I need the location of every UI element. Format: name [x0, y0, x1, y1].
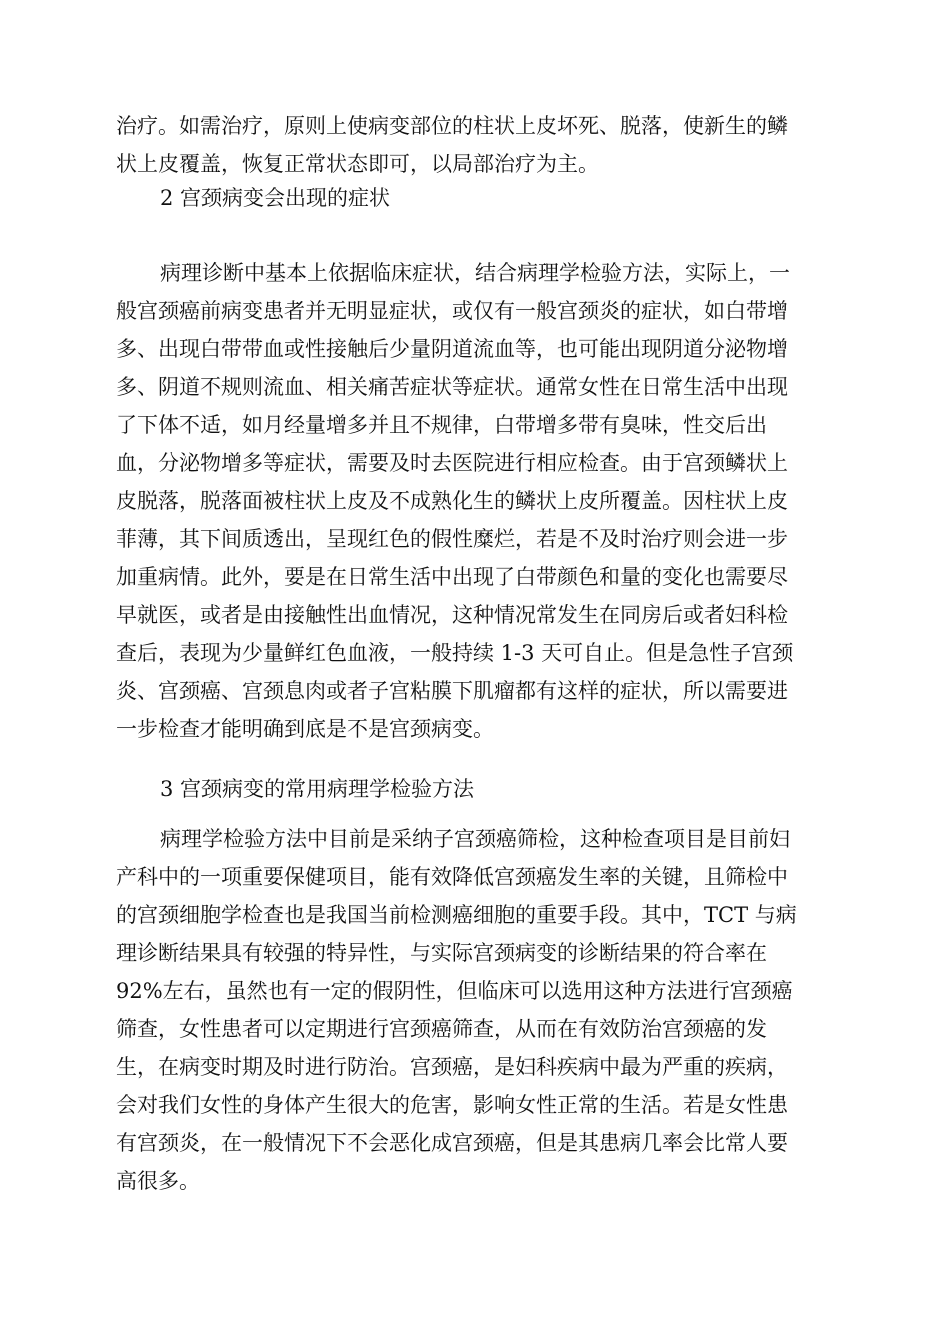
- paragraph-2: [116, 254, 836, 748]
- paragraph-line: 菲薄，其下间质透出，呈现红色的假性糜烂，若是不及时治疗则会进一步: [116, 527, 788, 551]
- paragraph-3: [116, 820, 836, 1200]
- paragraph-line: 筛查，女性患者可以定期进行宫颈癌筛查，从而在有效防治宫颈癌的发: [116, 1017, 767, 1041]
- paragraph-line: 产科中的一项重要保健项目，能有效降低宫颈癌发生率的关键，且筛检中: [116, 865, 788, 889]
- paragraph-line: 状上皮覆盖，恢复正常状态即可，以局部治疗为主。: [116, 152, 599, 176]
- paragraph-line: 治疗。如需治疗，原则上使病变部位的柱状上皮坏死、脱落，使新生的鳞: [116, 114, 788, 138]
- paragraph-line: 皮脱落，脱落面被柱状上皮及不成熟化生的鳞状上皮所覆盖。因柱状上皮: [116, 489, 788, 513]
- paragraph-line: 查后，表现为少量鲜红色血液，一般持续 1-3 天可自止。但是急性子宫颈: [116, 641, 794, 665]
- paragraph-line: 多、出现白带带血或性接触后少量阴道流血等，也可能出现阴道分泌物增: [116, 337, 788, 361]
- paragraph-line: 理诊断结果具有较强的特异性，与实际宫颈病变的诊断结果的符合率在: [116, 941, 767, 965]
- paragraph-line: 了下体不适，如月经量增多并且不规律，白带增多带有臭味，性交后出: [116, 413, 767, 437]
- paragraph-line: 92%左右，虽然也有一定的假阴性，但临床可以选用这种方法进行宫颈癌: [116, 979, 793, 1003]
- paragraph-line: 血，分泌物增多等症状，需要及时去医院进行相应检查。由于宫颈鳞状上: [116, 451, 788, 475]
- paragraph-line: 加重病情。此外，要是在日常生活中出现了白带颜色和量的变化也需要尽: [116, 565, 788, 589]
- paragraph-line: 般宫颈癌前病变患者并无明显症状，或仅有一般宫颈炎的症状，如白带增: [116, 299, 788, 323]
- paragraph-line: 炎、宫颈癌、宫颈息肉或者子宫粘膜下肌瘤都有这样的症状，所以需要进: [116, 679, 788, 703]
- section-heading-2: 2 宫颈病变会出现的症状: [160, 186, 391, 210]
- section-heading-3: 3 宫颈病变的常用病理学检验方法: [160, 777, 475, 801]
- paragraph-line: 病理诊断中基本上依据临床症状，结合病理学检验方法，实际上，一: [160, 261, 790, 285]
- paragraph-line: 的宫颈细胞学检查也是我国当前检测癌细胞的重要手段。其中，TCT 与病: [116, 903, 797, 927]
- paragraph-line: 生，在病变时期及时进行防治。宫颈癌，是妇科疾病中最为严重的疾病，: [116, 1055, 788, 1079]
- paragraph-line: 早就医，或者是由接触性出血情况，这种情况常发生在同房后或者妇科检: [116, 603, 788, 627]
- paragraph-line: 会对我们女性的身体产生很大的危害，影响女性正常的生活。若是女性患: [116, 1093, 788, 1117]
- paragraph-line: 一步检查才能明确到底是不是宫颈病变。: [116, 717, 494, 741]
- paragraph-1: [116, 107, 836, 183]
- paragraph-line: 病理学检验方法中目前是采纳子宫颈癌筛检，这种检查项目是目前妇: [160, 827, 790, 851]
- paragraph-line: 多、阴道不规则流血、相关痛苦症状等症状。通常女性在日常生活中出现: [116, 375, 788, 399]
- paragraph-line: 高很多。: [116, 1169, 200, 1193]
- paragraph-line: 有宫颈炎，在一般情况下不会恶化成宫颈癌，但是其患病几率会比常人要: [116, 1131, 788, 1155]
